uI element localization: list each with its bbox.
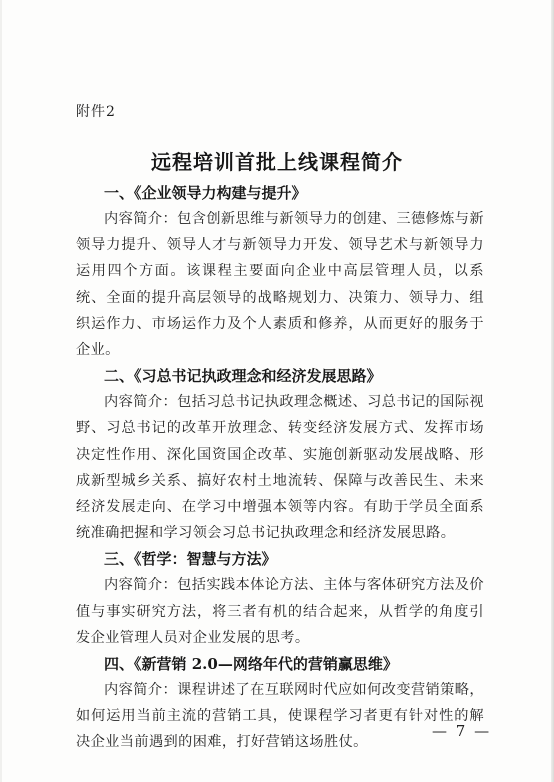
scan-edge-left [0, 0, 2, 782]
course-section-3 [76, 546, 484, 651]
course-description-4: 内容简介：课程讲述了在互联网时代应如何改变营销策略，如何运用当前主流的营销工具，使课程学习者更有针对性的解决企业当前遇到的困难，打好营销这场胜仗。 [76, 682, 484, 751]
course-section-4 [76, 651, 484, 756]
page-number: — 7 — [432, 722, 492, 740]
course-description-1: 内容简介：包含创新思维与新领导力的创建、三德修炼与新领导力提升、领导人才与新领导力开发、领导艺术与新领导力运用四个方面。该课程主要面向企业中高层管理人员，以系统、全面的提升高层领导的战略规划力、决策力、领导力、组织运作力、市场运作力及个人素质和修养，从而更好的服务于企业。 [76, 211, 484, 359]
course-heading-2: 二、《习总书记执政理念和经济发展思路》 [104, 367, 382, 386]
course-heading-3: 三、《哲学：智慧与方法》 [104, 550, 277, 569]
course-heading-4: 四、《新营销 2.0—网络年代的营销赢思维》 [104, 655, 398, 674]
course-description-2: 内容简介：包括习总书记执政理念概述、习总书记的国际视野、习总书记的改革开放理念、转变经济发展方式、发挥市场决定性作用、深化国资国企改革、实施创新驱动发展战略、形成新型城乡关系、搞好农村土地流转、保障与改善民生、未来经济发展走向、在学习中增强本领等内容。有助于学员全面系统准确把握和学习领会习总书记执政理念和经济发展思路。 [76, 394, 484, 542]
course-section-2 [76, 363, 484, 546]
document-title: 远程培训首批上线课程简介 [151, 150, 403, 174]
document-body [76, 180, 484, 756]
attachment-label: 附件2 [76, 104, 116, 120]
course-section-1 [76, 180, 484, 363]
course-heading-1: 一、《企业领导力构建与提升》 [104, 184, 307, 202]
course-description-3: 内容简介：包括实践本体论方法、主体与客体研究方法及价值与事实研究方法，将三者有机的结合起来，从哲学的角度引发企业管理人员对企业发展的思考。 [76, 577, 484, 646]
